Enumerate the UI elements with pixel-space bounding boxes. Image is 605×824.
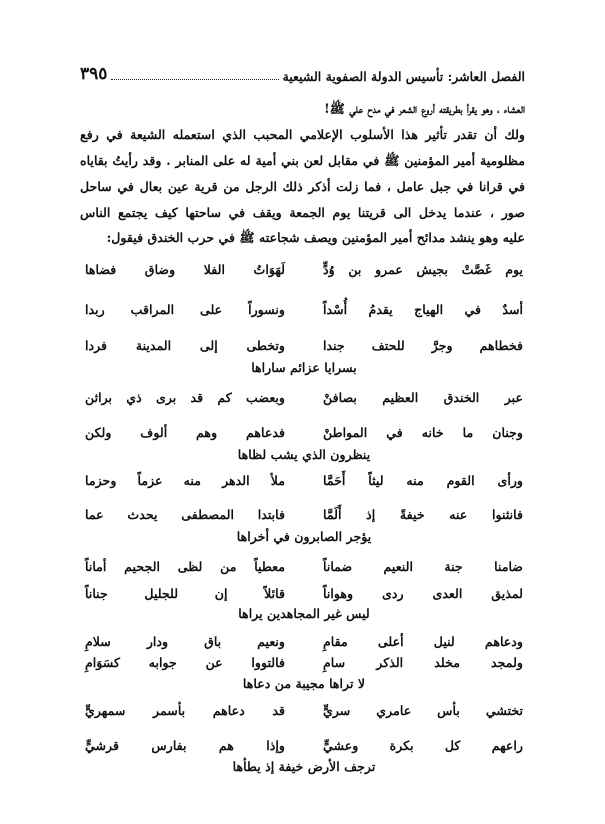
verse-second-hemistich: فدعاهم وهم ألوف ولكن — [85, 425, 285, 440]
verse-tail: ليس غير المجاهدين يراها — [238, 606, 370, 621]
poem-verse — [85, 586, 523, 601]
verse-first-hemistich: ودعاهم لنيل أعلى مقامِ — [323, 634, 523, 649]
verse-second-hemistich: لَهَوَاتُ الفلا وضاق فضاها — [85, 262, 285, 277]
paragraph-line: العشاء ، وهو يقرأ بطريقته أروع الشعر في مدح علي ﷺ! — [324, 101, 525, 116]
verse-first-hemistich: ورأى القوم منه ليثاً أَحَمَّا — [323, 473, 523, 488]
poem-verse — [85, 634, 523, 649]
poem-verse — [85, 559, 523, 574]
verse-tail: بسرايا عزائم ساراها — [251, 360, 357, 375]
poem-verse — [85, 507, 523, 522]
verse-second-hemistich: ملأ الدهر منه عزماً وحزما — [85, 473, 285, 488]
verse-first-hemistich: عبر الخندق العظيم بصافنْ — [323, 390, 523, 405]
verse-first-hemistich: ولمجد مخلد الذكر سامِ — [323, 655, 523, 670]
verse-first-hemistich: تختشي بأس عامري سريٍّ — [323, 703, 523, 718]
verse-second-hemistich: معطياً من لظى الجحيم أماناً — [85, 559, 285, 574]
verse-tail: لا تراها مجيبة من دعاها — [242, 676, 366, 691]
verse-first-hemistich: لمذيق العدى ردى وهواناً — [323, 586, 523, 601]
paragraph-line: ولك أن تقدر تأثير هذا الأسلوب الإعلامي المحبب الذي استعمله الشيعة في رفع — [80, 127, 525, 142]
poem-verse — [85, 425, 523, 440]
verse-second-hemistich: قد دعاهم بأسمر سمهريٍّ — [85, 703, 285, 718]
poem-verse — [85, 738, 523, 753]
verse-second-hemistich: ونعيم باق ودار سلامِ — [85, 634, 285, 649]
verse-first-hemistich: يوم غَصَّتْ بجيش عمرو بن وُدٍّ — [323, 262, 523, 277]
poem-verse — [85, 338, 523, 353]
paragraph-line: صور ، عندما يدخل الى قريتنا يوم الجمعة ويقف في ساحتها كيف يجتمع الناس — [80, 205, 525, 220]
paragraph-line: عليه وهو ينشد مدائح أمير المؤمنين ويصف شجاعته ﷺ في حرب الخندق فيقول: — [106, 230, 525, 245]
poem-verse — [85, 262, 523, 277]
verse-second-hemistich: ونسوراً على المراقب ربدا — [85, 302, 285, 317]
verse-first-hemistich: وجنان ما خانه في المواطنْ — [323, 425, 523, 440]
poem-verse — [85, 390, 523, 405]
poem-verse — [85, 473, 523, 488]
poem-verse — [85, 703, 523, 718]
verse-first-hemistich: أسدٌ في الهياج يقدمُ أُسْداً — [323, 302, 523, 317]
page-header — [80, 62, 525, 84]
verse-second-hemistich: فالتووا عن جوابه كسَوَامِ — [85, 655, 285, 670]
poem-verse — [85, 655, 523, 670]
verse-second-hemistich: وتخطى إلى المدينة فردا — [85, 338, 285, 353]
verse-first-hemistich: راعهم كل بكرة وعشيٍّ — [323, 738, 523, 753]
verse-tail: يؤجر الصابرون في أخراها — [236, 529, 372, 544]
verse-second-hemistich: وبعضب كم قد برى ذي براثن — [85, 390, 285, 405]
verse-second-hemistich: وإذا هم بفارس قرشيٍّ — [85, 738, 285, 753]
paragraph-line: مظلومية أمير المؤمنين ﷺ في مقابل لعن بني أمية له على المنابر . وقد رأيتُ بقاياه — [80, 153, 525, 168]
header-dotted-leader — [111, 78, 278, 80]
verse-second-hemistich: فابتدا المصطفى يحدث عما — [85, 507, 285, 522]
verse-tail: ينظرون الذي يشب لظاها — [237, 447, 371, 462]
verse-first-hemistich: فخطاهم وجرَّ للحتف جندا — [323, 338, 523, 353]
paragraph-line: في قرانا في جبل عامل ، فما زلت أذكر ذلك الرجل من قرية عين بعال في ساحل — [80, 179, 525, 194]
poem-verse — [85, 302, 523, 317]
chapter-title: الفصل العاشر: تأسيس الدولة الصفوية الشيعية — [282, 69, 525, 84]
verse-first-hemistich: ضامنا جنة النعيم ضماناً — [323, 559, 523, 574]
verse-tail: ترجف الأرض خيفة إذ يطأها — [232, 759, 376, 774]
page-number: ٣٩٥ — [80, 64, 108, 84]
verse-first-hemistich: فانثنوا عنه خيفةً إذ أَلَمَّا — [323, 507, 523, 522]
verse-second-hemistich: قائلاً إن للجليل جناناً — [85, 586, 285, 601]
